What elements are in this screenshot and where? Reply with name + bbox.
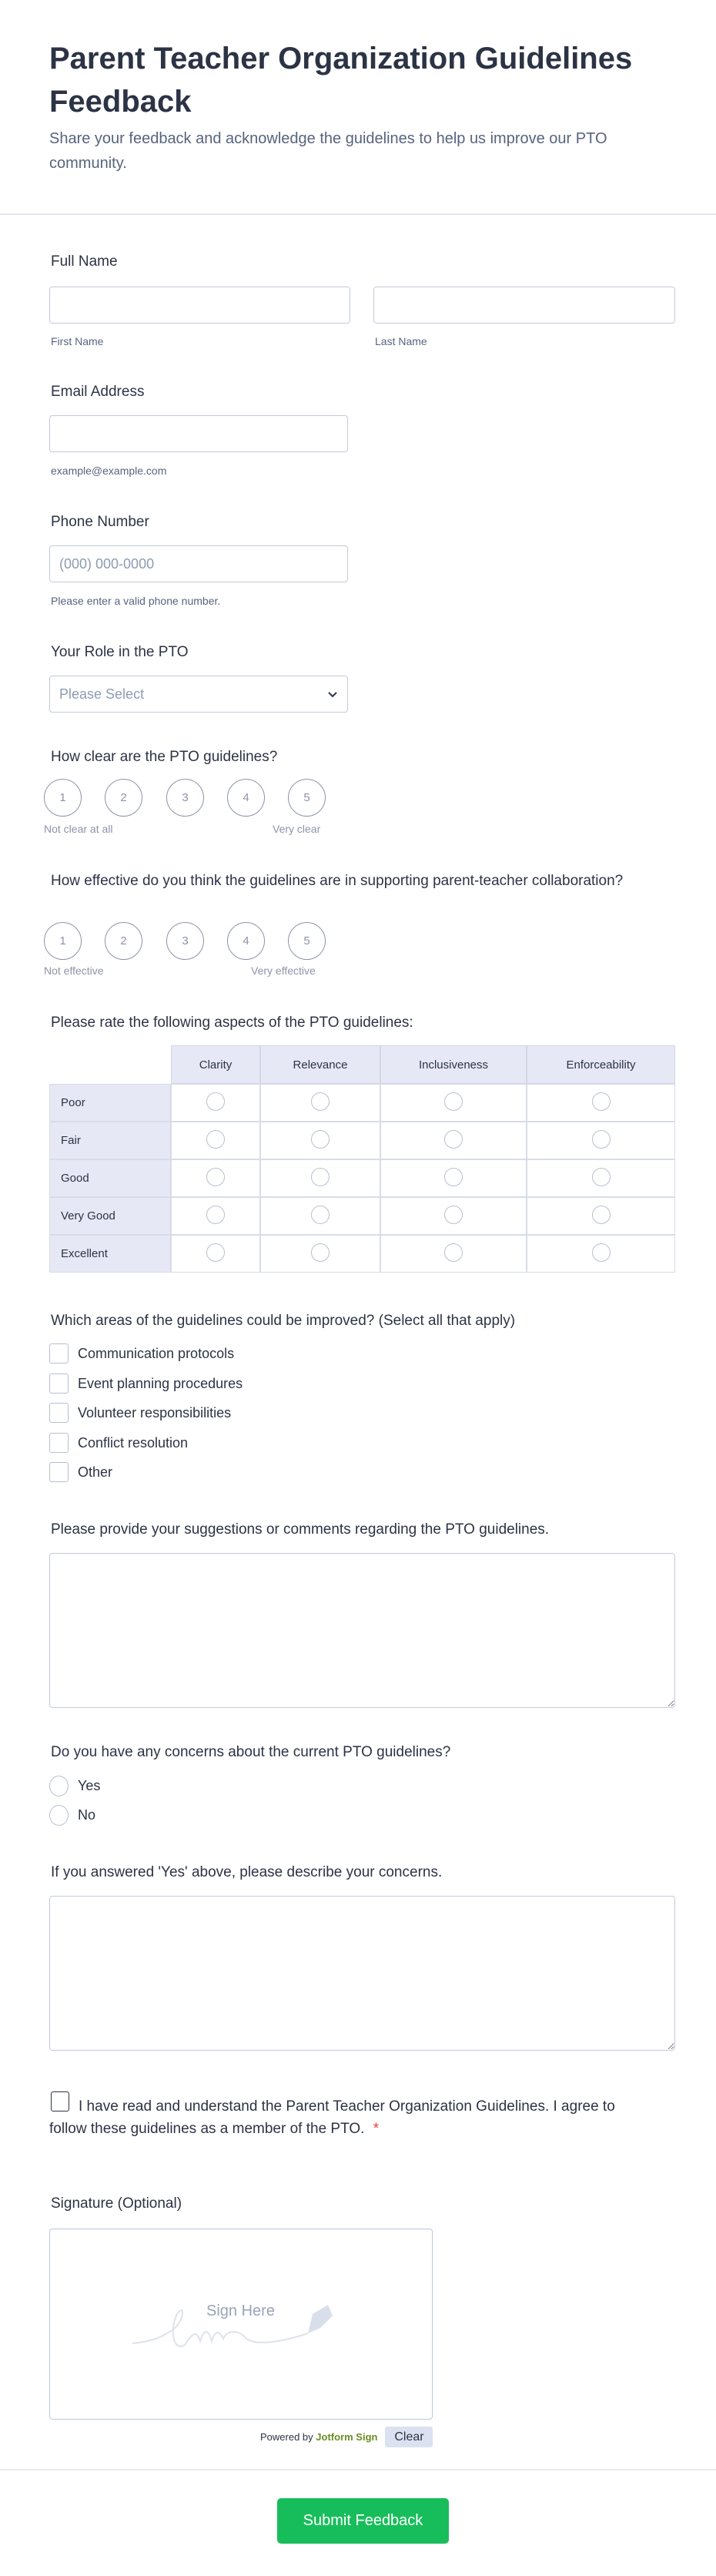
suggestions-textarea[interactable]	[49, 1553, 675, 1708]
clarity-option-2[interactable]: 2	[105, 779, 142, 817]
full-name-label: Full Name	[51, 253, 118, 270]
matrix-row-header: Good	[49, 1159, 171, 1197]
matrix-radio[interactable]	[592, 1168, 611, 1186]
matrix-radio[interactable]	[444, 1168, 463, 1186]
powered-by-text	[260, 2431, 377, 2443]
matrix-radio[interactable]	[311, 1206, 330, 1224]
matrix-row-header: Very Good	[49, 1197, 171, 1235]
matrix-row-header: Fair	[49, 1122, 171, 1159]
concern-option-label: No	[78, 1806, 96, 1823]
matrix-radio[interactable]	[311, 1130, 330, 1149]
checkbox[interactable]	[49, 1374, 69, 1394]
matrix-cell	[171, 1235, 260, 1273]
effectiveness-label: How effective do you think the guidelines are in supporting parent-teacher collaboration?	[51, 873, 624, 889]
matrix-radio[interactable]	[444, 1243, 463, 1262]
clarity-label: How clear are the PTO guidelines?	[51, 749, 278, 765]
matrix-cell	[260, 1235, 380, 1273]
improvements-label: Which areas of the guidelines could be improved? (Select all that apply)	[51, 1313, 516, 1329]
effectiveness-option-4[interactable]: 4	[227, 922, 265, 960]
chevron-down-icon	[327, 690, 338, 698]
matrix-radio[interactable]	[206, 1092, 225, 1111]
role-select-value: Please Select	[59, 686, 145, 702]
matrix-cell	[527, 1235, 675, 1273]
page-subtitle: Share your feedback and acknowledge the guidelines to help us improve our PTO community.	[49, 130, 607, 172]
matrix-column-header: Clarity	[171, 1045, 260, 1084]
clear-signature-button[interactable]: Clear	[385, 2427, 433, 2447]
matrix-column-header: Inclusiveness	[380, 1045, 527, 1084]
matrix-cell	[380, 1197, 527, 1235]
checkbox[interactable]	[49, 1403, 69, 1423]
checkbox[interactable]	[49, 1433, 69, 1453]
role-select[interactable]	[49, 676, 348, 713]
matrix-radio[interactable]	[444, 1206, 463, 1224]
rating-matrix	[49, 1045, 675, 1273]
first-name-input[interactable]	[49, 287, 350, 324]
sign-here-placeholder: Sign Here	[206, 2303, 275, 2319]
matrix-row	[49, 1122, 675, 1159]
matrix-row	[49, 1197, 675, 1235]
matrix-row-header: Excellent	[49, 1235, 171, 1273]
effectiveness-option-5[interactable]: 5	[288, 922, 326, 960]
suggestions-label: Please provide your suggestions or comments regarding the PTO guidelines.	[51, 1521, 550, 1538]
matrix-radio[interactable]	[592, 1243, 611, 1262]
concerns-detail-textarea[interactable]	[49, 1896, 675, 2051]
improvement-option-label: Event planning procedures	[78, 1375, 243, 1391]
checkbox[interactable]	[49, 1343, 69, 1363]
matrix-cell	[260, 1159, 380, 1197]
matrix-radio[interactable]	[592, 1206, 611, 1224]
matrix-row	[49, 1159, 675, 1197]
signature-pad[interactable]	[49, 2229, 433, 2420]
matrix-radio[interactable]	[206, 1243, 225, 1262]
matrix-radio[interactable]	[444, 1130, 463, 1149]
matrix-column-header: Enforceability	[527, 1045, 675, 1084]
matrix-cell	[171, 1197, 260, 1235]
concern-option-yes[interactable]	[49, 1776, 100, 1796]
clarity-option-3[interactable]: 3	[166, 779, 204, 817]
matrix-radio[interactable]	[206, 1168, 225, 1186]
email-input[interactable]	[49, 415, 348, 452]
matrix-cell	[260, 1084, 380, 1122]
matrix-cell	[380, 1235, 527, 1273]
matrix-column-header: Relevance	[260, 1045, 380, 1084]
matrix-cell	[380, 1084, 527, 1122]
matrix-radio[interactable]	[592, 1130, 611, 1149]
required-asterisk: *	[373, 2121, 380, 2137]
phone-input[interactable]	[49, 545, 348, 582]
matrix-cell	[527, 1197, 675, 1235]
agreement-label	[49, 2095, 634, 2140]
radio-button[interactable]	[49, 1776, 69, 1796]
matrix-cell	[527, 1122, 675, 1159]
matrix-radio[interactable]	[311, 1168, 330, 1186]
clarity-max-label: Very clear	[273, 823, 321, 835]
concerns-label: Do you have any concerns about the current PTO guidelines?	[51, 1744, 451, 1760]
matrix-radio[interactable]	[592, 1092, 611, 1111]
effectiveness-option-1[interactable]: 1	[44, 922, 82, 960]
phone-hint: Please enter a valid phone number.	[51, 595, 221, 607]
improvement-option[interactable]	[49, 1343, 234, 1363]
powered-by-label: Powered by	[260, 2431, 313, 2443]
matrix-cell	[527, 1159, 675, 1197]
matrix-row	[49, 1084, 675, 1122]
concern-option-no[interactable]	[49, 1805, 95, 1825]
jotform-sign-link[interactable]: Jotform Sign	[316, 2431, 378, 2443]
improvement-option[interactable]	[49, 1374, 243, 1394]
matrix-row-header: Poor	[49, 1084, 171, 1122]
clarity-option-5[interactable]: 5	[288, 779, 326, 817]
signature-scribble-icon	[131, 2299, 346, 2353]
matrix-radio[interactable]	[206, 1206, 225, 1224]
matrix-cell	[171, 1122, 260, 1159]
improvement-option-label: Other	[78, 1464, 113, 1480]
signature-footer	[260, 2427, 433, 2447]
matrix-radio[interactable]	[311, 1243, 330, 1262]
improvement-option[interactable]	[49, 1433, 188, 1453]
submit-button[interactable]: Submit Feedback	[277, 2498, 449, 2544]
clarity-option-1[interactable]: 1	[44, 779, 82, 817]
matrix-radio[interactable]	[206, 1130, 225, 1149]
signature-label: Signature (Optional)	[51, 2195, 182, 2212]
last-name-sublabel: Last Name	[375, 335, 427, 347]
matrix-row	[49, 1235, 675, 1273]
effectiveness-max-label: Very effective	[251, 964, 316, 977]
improvement-option[interactable]	[49, 1403, 231, 1423]
radio-button[interactable]	[49, 1805, 69, 1826]
matrix-cell	[380, 1122, 527, 1159]
effectiveness-option-2[interactable]: 2	[105, 922, 142, 960]
role-label: Your Role in the PTO	[51, 644, 189, 660]
email-label: Email Address	[51, 384, 145, 400]
improvement-option[interactable]	[49, 1462, 112, 1482]
concern-option-label: Yes	[78, 1777, 101, 1793]
improvement-option-label: Volunteer responsibilities	[78, 1404, 232, 1420]
agreement-text: I have read and understand the Parent Teacher Organization Guidelines. I agree to follow these guidelines as a member of the PTO.	[49, 2098, 615, 2137]
improvement-option-label: Conflict resolution	[78, 1434, 189, 1451]
clarity-option-4[interactable]: 4	[227, 779, 265, 817]
matrix-cell	[171, 1159, 260, 1197]
phone-label: Phone Number	[51, 514, 149, 530]
matrix-cell	[260, 1197, 380, 1235]
first-name-sublabel: First Name	[51, 335, 104, 347]
checkbox[interactable]	[49, 1462, 69, 1482]
effectiveness-option-3[interactable]: 3	[166, 922, 204, 960]
last-name-input[interactable]	[373, 287, 675, 324]
matrix-radio[interactable]	[444, 1092, 463, 1111]
page-title: Parent Teacher Organization Guidelines Feedback	[49, 42, 633, 119]
matrix-cell	[380, 1159, 527, 1197]
matrix-cell	[171, 1084, 260, 1122]
matrix-label: Please rate the following aspects of the PTO guidelines:	[51, 1015, 413, 1031]
email-hint: example@example.com	[51, 465, 167, 477]
matrix-cell	[527, 1084, 675, 1122]
footer-divider	[0, 2469, 716, 2470]
matrix-corner	[49, 1045, 171, 1084]
improvement-option-label: Communication protocols	[78, 1345, 235, 1361]
matrix-cell	[260, 1122, 380, 1159]
header-divider	[0, 213, 716, 215]
clarity-min-label: Not clear at all	[44, 823, 113, 835]
concerns-detail-label: If you answered 'Yes' above, please describe your concerns.	[51, 1864, 443, 1880]
matrix-radio[interactable]	[311, 1092, 330, 1111]
effectiveness-min-label: Not effective	[44, 964, 104, 977]
